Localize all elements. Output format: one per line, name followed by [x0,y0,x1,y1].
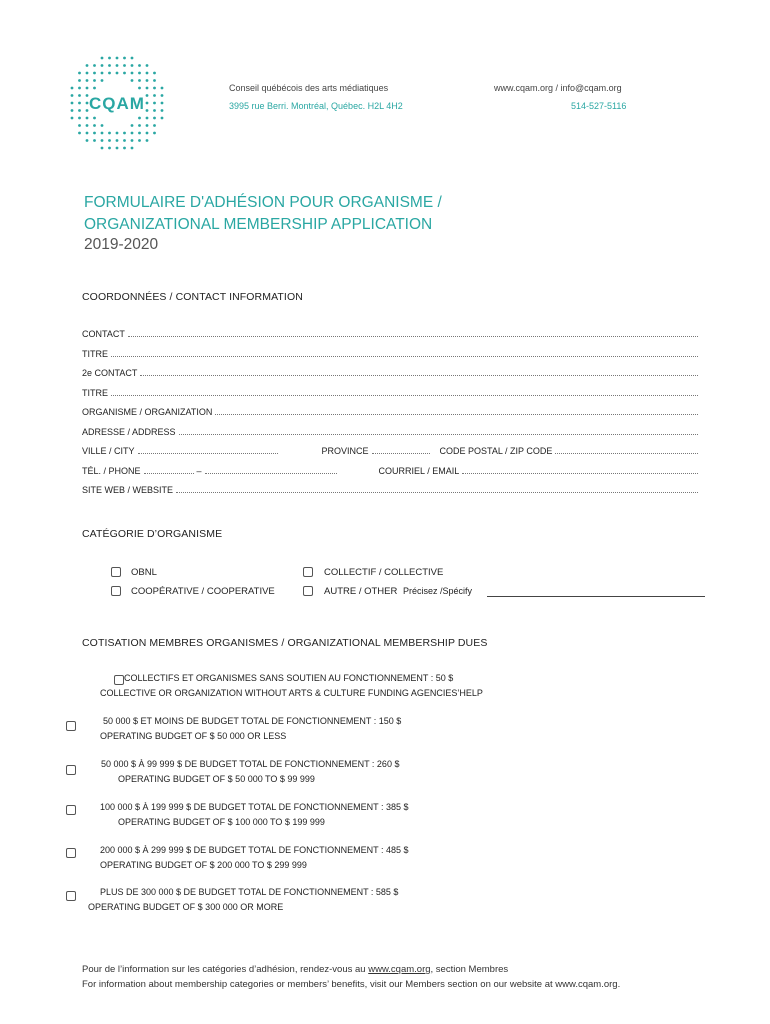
province-label: PROVINCE [321,446,369,456]
category-heading: CATÉGORIE D’ORGANISME [82,528,223,540]
logo-dot [93,79,96,82]
ville-label: VILLE / CITY [82,446,135,456]
site-line[interactable] [176,483,698,493]
phone: 514-527-5116 [571,101,627,111]
titre-label: TITRE [82,349,108,359]
logo-dot [93,72,96,75]
title-line-2: ORGANIZATIONAL MEMBERSHIP APPLICATION [84,216,433,233]
code-postal-line[interactable] [555,444,698,454]
logo-dot [161,102,164,105]
logo-dot [146,94,149,97]
contact2-line[interactable] [140,366,698,376]
logo-dot [71,94,74,97]
dues-4-en: OPERATING BUDGET OF $ 100 000 TO $ 199 999 [118,817,325,827]
province-line[interactable] [372,444,430,454]
cqam-logo [66,52,168,154]
logo-dot [86,64,89,67]
logo-dot [131,64,134,67]
collectif-label: COLLECTIF / COLLECTIVE [324,567,444,578]
logo-dot [146,79,149,82]
org-address: 3995 rue Berri. Montréal, Québec. H2L 4H2 [229,101,403,111]
logo-dot [146,64,149,67]
logo-dot [153,79,156,82]
logo-dot [71,87,74,90]
logo-dot [131,72,134,75]
logo-dot [93,139,96,142]
logo-dot [108,64,111,67]
logo-dot [146,87,149,90]
titre-line[interactable] [111,347,698,357]
logo-dot [116,72,119,75]
courriel-label: COURRIEL / EMAIL [378,466,460,476]
dues-2-fr: 50 000 $ ET MOINS DE BUDGET TOTAL DE FONCTIONNEMENT : 150 $ [103,716,402,726]
dues-4-fr: 100 000 $ À 199 999 $ DE BUDGET TOTAL DE FONCTIONNEMENT : 385 $ [100,802,409,812]
logo-dot [146,102,149,105]
obnl-label: OBNL [131,567,157,578]
logo-dot [86,87,89,90]
logo-dot [161,87,164,90]
cooperative-checkbox[interactable] [111,586,121,596]
web-email: www.cqam.org / info@cqam.org [494,83,622,93]
logo-dot [161,94,164,97]
footer-fr [82,962,508,977]
footer-link[interactable]: www.cqam.org [368,964,431,975]
footer-en: For information about membership categories or members’ benefits, visit our Members section on our website at www.cqam.org. [82,979,621,990]
titre-field[interactable] [82,345,698,359]
logo-dot [78,124,81,127]
logo-dot [93,124,96,127]
logo-dot [116,139,119,142]
logo-dot [101,64,104,67]
adresse-label: ADRESSE / ADDRESS [82,427,176,437]
logo-dot [138,117,141,120]
org-name: Conseil québécois des arts médiatiques [229,83,389,93]
logo-dot [153,87,156,90]
autre-checkbox[interactable] [303,586,313,596]
tel-line-1[interactable] [144,464,194,474]
dues-checkbox-6[interactable] [66,891,76,901]
contact-field[interactable] [82,325,698,339]
contact-heading: COORDONNÉES / CONTACT INFORMATION [82,291,303,303]
logo-dot [131,147,134,150]
site-field[interactable] [82,481,698,495]
logo-dot [78,132,81,135]
logo-dot [93,117,96,120]
tel-line-2[interactable] [205,464,337,474]
logo-dot [116,57,119,60]
logo-dot [108,132,111,135]
titre2-line[interactable] [111,386,698,396]
logo-dot [108,139,111,142]
logo-dot [146,139,149,142]
logo-dot [71,109,74,112]
logo-dot [123,57,126,60]
logo-dot [101,72,104,75]
tel-row [82,462,698,476]
logo-dot [101,57,104,60]
logo-dot [161,117,164,120]
dues-6-fr: PLUS DE 300 000 $ DE BUDGET TOTAL DE FONCTIONNEMENT : 585 $ [100,887,399,897]
logo-dot [101,124,104,127]
logo-dot [86,72,89,75]
dues-checkbox-5[interactable] [66,848,76,858]
logo-dot [123,72,126,75]
logo-dot [153,124,156,127]
logo-dot [101,139,104,142]
logo-dot [108,72,111,75]
logo-dot [78,87,81,90]
logo-dot [78,79,81,82]
organisme-field[interactable] [82,403,698,417]
logo-dot [131,79,134,82]
logo-dot [146,132,149,135]
dues-checkbox-1[interactable] [114,675,124,685]
footer-fr-after: , section Membres [430,964,509,975]
logo-dot [146,109,149,112]
titre2-label: TITRE [82,388,108,398]
logo-dot [101,79,104,82]
logo-dot [71,102,74,105]
logo-dot [116,132,119,135]
logo-dot [86,94,89,97]
logo-dot [93,87,96,90]
dues-3-en: OPERATING BUDGET OF $ 50 000 TO $ 99 999 [118,774,315,784]
logo-dot [86,124,89,127]
title-line-1: FORMULAIRE D'ADHÉSION POUR ORGANISME / [84,194,442,211]
logo-dot [131,124,134,127]
ville-line[interactable] [138,444,278,454]
dues-2-en: OPERATING BUDGET OF $ 50 000 OR LESS [100,731,287,741]
logo-dot [86,102,89,105]
logo-dot [131,57,134,60]
logo-dot [78,94,81,97]
logo-dot [153,102,156,105]
contact2-label: 2e CONTACT [82,368,138,378]
logo-dot [153,109,156,112]
site-label: SITE WEB / WEBSITE [82,485,174,495]
logo-dot [78,109,81,112]
dues-5-fr: 200 000 $ À 299 999 $ DE BUDGET TOTAL DE FONCTIONNEMENT : 485 $ [100,845,409,855]
logo-dot [78,117,81,120]
logo-dot [123,64,126,67]
logo-dot [101,132,104,135]
organisme-line[interactable] [215,405,698,415]
logo-dot [153,117,156,120]
logo-dot [153,132,156,135]
logo-dot [138,79,141,82]
footer-fr-text: Pour de l’information sur les catégories d’adhésion, rendez-vous au [82,964,369,975]
tel-label: TÉL. / PHONE [82,466,141,476]
year: 2019-2020 [84,236,159,253]
collectif-checkbox[interactable] [303,567,313,577]
logo-dot [108,147,111,150]
logo-dot [123,139,126,142]
dues-heading: COTISATION MEMBRES ORGANISMES / ORGANIZATIONAL MEMBERSHIP DUES [82,637,488,649]
dues-5-en: OPERATING BUDGET OF $ 200 000 TO $ 299 999 [100,860,307,870]
logo-dot [93,64,96,67]
logo-dot [153,94,156,97]
logo-dot [138,72,141,75]
logo-dot [138,64,141,67]
dues-3-fr: 50 000 $ À 99 999 $ DE BUDGET TOTAL DE FONCTIONNEMENT : 260 $ [101,759,400,769]
dues-1-en: COLLECTIVE OR ORGANIZATION WITHOUT ARTS & CULTURE FUNDING AGENCIES’HELP [100,688,483,698]
specify-hint: Précisez /Spécify [403,586,473,596]
logo-dot [86,109,89,112]
logo-dot [146,117,149,120]
logo-dot [86,132,89,135]
contact2-field[interactable] [82,364,698,378]
logo-dot [161,109,164,112]
logo-dot [146,124,149,127]
dues-6-en: OPERATING BUDGET OF $ 300 000 OR MORE [88,902,284,912]
dues-checkbox-4[interactable] [66,805,76,815]
logo-dot [123,147,126,150]
cooperative-label: COOPÉRATIVE / COOPERATIVE [131,586,275,597]
logo-dot [86,139,89,142]
code-postal-label: CODE POSTAL / ZIP CODE [439,446,553,456]
dues-checkbox-3[interactable] [66,765,76,775]
logo-dot [78,72,81,75]
logo-dot [78,102,81,105]
logo-dot [86,117,89,120]
logo-dot [123,132,126,135]
dues-checkbox-2[interactable] [66,721,76,731]
specify-line[interactable] [487,596,705,597]
logo-dot [93,132,96,135]
logo-dot [116,147,119,150]
obnl-checkbox[interactable] [111,567,121,577]
logo-dot [131,139,134,142]
autre-label: AUTRE / OTHER [324,586,398,597]
contact-line[interactable] [128,327,698,337]
logo-dot [138,139,141,142]
ville-row [82,442,698,456]
adresse-field[interactable] [82,423,698,437]
contact-label: CONTACT [82,329,125,339]
logo-dot [86,79,89,82]
adresse-line[interactable] [179,425,698,435]
logo-dot [153,72,156,75]
titre2-field[interactable] [82,384,698,398]
logo-dot [101,147,104,150]
logo-dot [71,117,74,120]
logo-dot [138,132,141,135]
logo-dot [116,64,119,67]
logo-text: CQAM [89,94,145,113]
tel-dash: – [196,466,202,476]
courriel-line[interactable] [462,464,698,474]
logo-dot [138,124,141,127]
logo-dot [131,132,134,135]
dues-1-fr: COLLECTIFS ET ORGANISMES SANS SOUTIEN AU FONCTIONNEMENT : 50 $ [124,673,454,683]
logo-dot [146,72,149,75]
logo-dot [138,87,141,90]
logo-dot [108,57,111,60]
organisme-label: ORGANISME / ORGANIZATION [82,407,213,417]
